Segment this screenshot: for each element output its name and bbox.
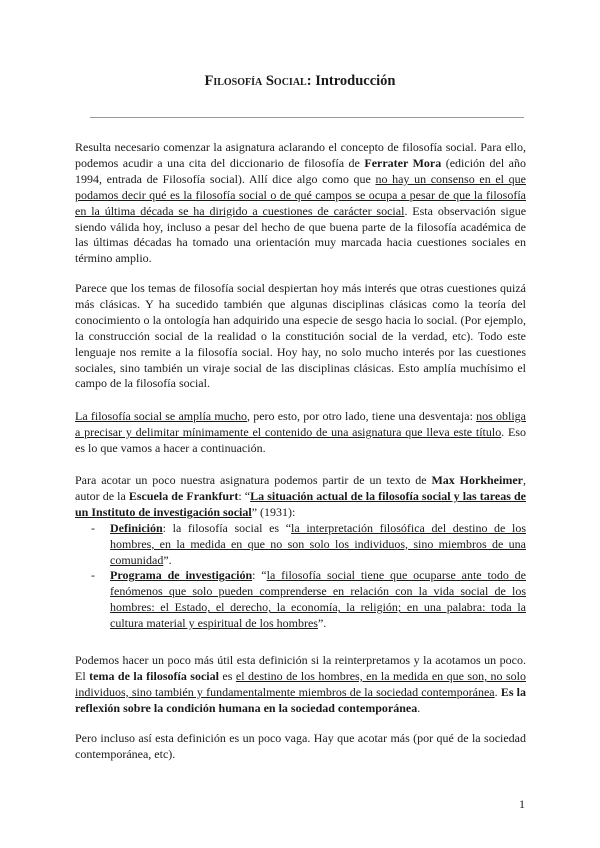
text-run: (edición del año 1994, entrada de Filosofía social). Allí dice algo como que bbox=[75, 155, 526, 186]
paragraph-closing bbox=[75, 731, 526, 763]
text-run: Resulta necesario comenzar la asignatura aclarando el concepto de filosofía social. Para ello, podemos acudir a una cita del diccionario de filosofía de bbox=[75, 140, 526, 170]
text-run: : la filosofía social es “ bbox=[162, 520, 292, 535]
underlined-quote: no hay un consenso en el que podamos decir qué es la filosofía social o de qué campos se ocupa a pesar de que la filosofía en la última década se ha dirigido a cuestiones de carácter social bbox=[75, 171, 526, 218]
underlined-phrase: La filosofía social se amplía mucho bbox=[75, 409, 247, 423]
text-run: ”. bbox=[163, 552, 172, 567]
author-name: Max Horkheimer bbox=[431, 473, 523, 487]
title-separator: : bbox=[306, 73, 316, 89]
author-name: Ferrater Mora bbox=[364, 155, 442, 170]
dash-bullet: - bbox=[91, 568, 95, 583]
list-item bbox=[75, 521, 526, 569]
text-run: . Esta observación sigue siendo válida hoy, incluso a pesar del hecho de que buena parte de la filosofía académica de las últimas décadas ha tomado una orientación muy marcada hacia cuestiones sociales en término amplio. bbox=[75, 203, 527, 266]
text-run: . bbox=[417, 700, 421, 715]
underlined-quote: la interpretación filosófica del destino de los hombres, en la medida en que no son solo los individuos, sino miembros de una comunidad bbox=[110, 520, 527, 567]
title-sub: Introducción bbox=[315, 73, 396, 89]
list-item bbox=[75, 568, 526, 632]
bold-phrase: tema de la filosofía social bbox=[89, 668, 219, 683]
text-run: Podemos hacer un poco más útil esta definición si la reinterpretamos y la acotamos un poco. El bbox=[75, 653, 526, 683]
text-run: ” (1931): bbox=[251, 504, 296, 519]
paragraph-interest bbox=[75, 281, 526, 392]
text-run: . bbox=[494, 684, 501, 699]
page-title bbox=[0, 73, 600, 90]
title-divider bbox=[90, 117, 524, 118]
text-run: : “ bbox=[252, 568, 267, 583]
text-run: , pero esto, por otro lado, tiene una desventaja: bbox=[246, 409, 477, 423]
paragraph-horkheimer bbox=[75, 473, 526, 632]
text-run: es bbox=[218, 668, 236, 683]
item-label: Programa de investigación bbox=[110, 568, 253, 583]
paragraph-text: Parece que los temas de filosofía social despiertan hoy más interés que otras cuestiones quizá más clásicas. Y ha sucedido también que algunas disciplinas clásicas como la teoría del conocimiento o la ontología han adquirido una especie de sesgo hacia lo social. (Por ejemplo, la construcción social de la realidad o la constitución social de la verdad, etc). Todo este lenguaje nos remite a la filosofía social. Hoy hay, no solo mucho interés por las cuestiones sociales, sino también un viraje social de las disciplinas clásicas. Esto amplía muchísimo el campo de la filosofía social. bbox=[75, 281, 526, 391]
page-number: 1 bbox=[519, 797, 525, 811]
definition-list bbox=[75, 521, 526, 632]
paragraph-text: Pero incluso así esta definición es un poco vaga. Hay que acotar más (por qué de la sociedad contemporánea, etc). bbox=[75, 731, 526, 761]
dash-bullet: - bbox=[91, 520, 95, 535]
text-run: . Eso es lo que vamos a hacer a continuación. bbox=[75, 424, 527, 455]
underlined-quote: la filosofía social tiene que ocuparse ante todo de fenómenos que solo pueden comprenderse en relación con la vida social de los hombres: el Estado, el derecho, la economía, la religión; en una palabra: toda la cultura material y espiritual de los hombres bbox=[110, 568, 526, 631]
text-run: ”. bbox=[317, 616, 327, 631]
school-name: Escuela de Frankfurt bbox=[128, 488, 239, 503]
work-title: La situación actual de la filosofía social y las tareas de un Instituto de investigación social bbox=[75, 488, 526, 519]
item-label: Definición bbox=[110, 520, 163, 535]
paragraph-intro bbox=[75, 140, 526, 267]
underlined-phrase: nos obliga a precisar y delimitar mínimamente el contenido de una asignatura que lleva este título bbox=[75, 409, 526, 439]
paragraph-reinterpretation bbox=[75, 653, 526, 717]
bold-phrase: Es la reflexión sobre la condición humana en la sociedad contemporánea bbox=[75, 684, 527, 715]
underlined-phrase: el destino de los hombres, en la medida en que son, no solo individuos, sino también y fundamentalmente miembros de la sociedad contemporánea bbox=[75, 668, 526, 699]
title-main: Filosofía Social bbox=[204, 73, 307, 89]
text-run: : “ bbox=[238, 488, 251, 503]
text-run: Para acotar un poco nuestra asignatura podemos partir de un texto de bbox=[75, 473, 432, 487]
paragraph-scope bbox=[75, 409, 526, 457]
text-run: , autor de la bbox=[75, 473, 526, 503]
